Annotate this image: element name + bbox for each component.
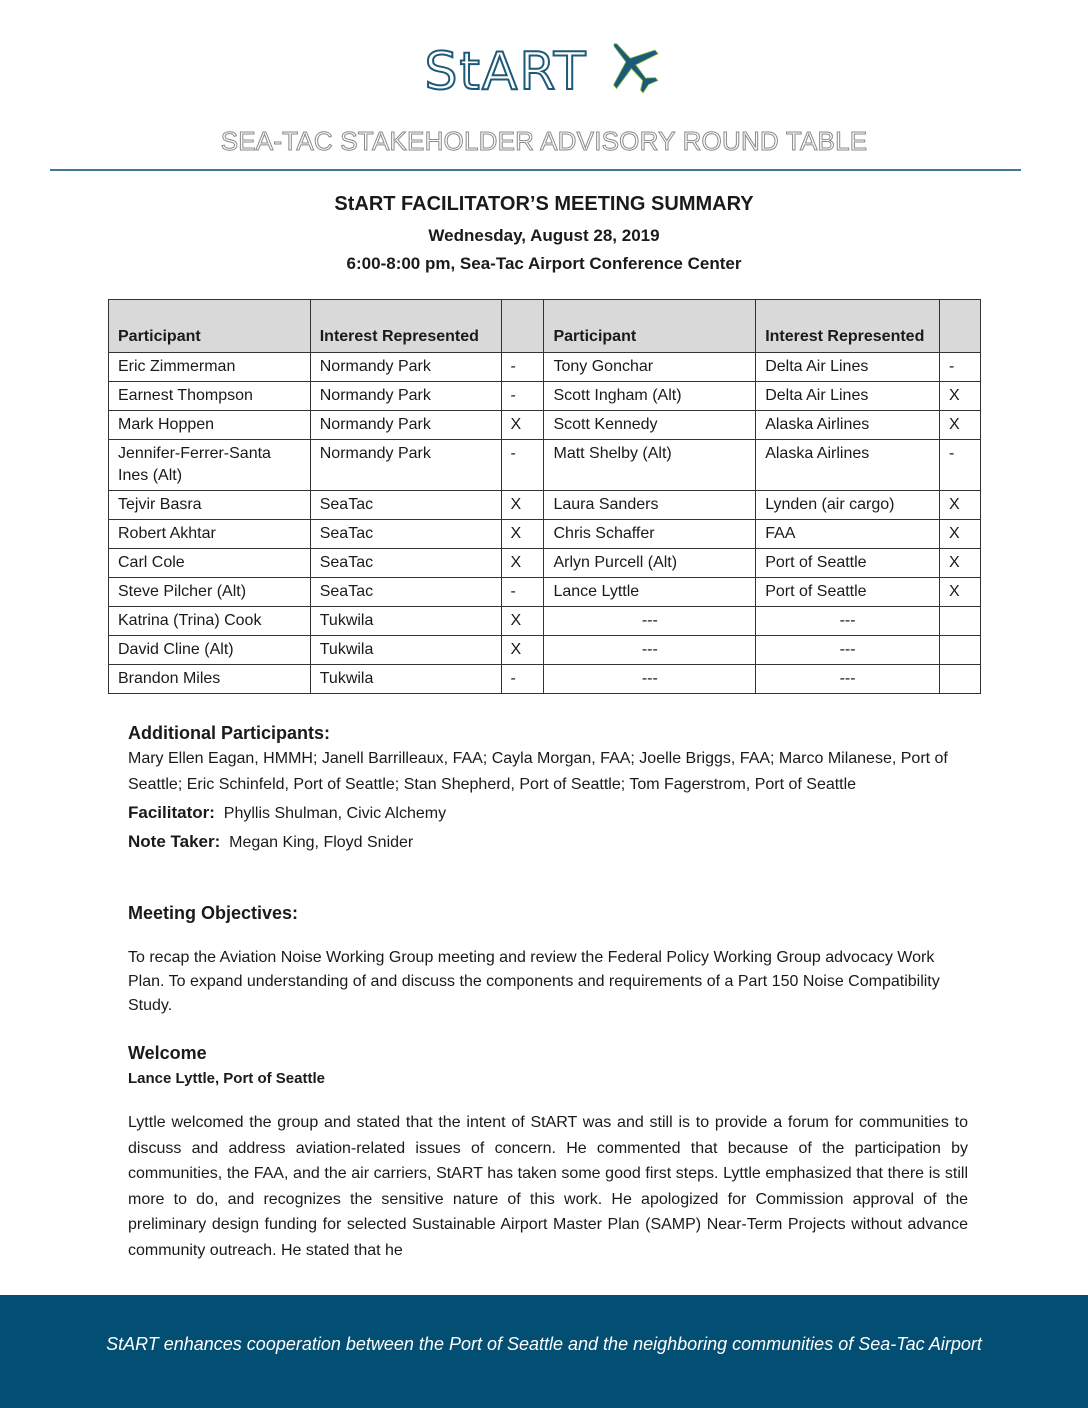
- participant-table: [108, 299, 981, 694]
- participant-name: Lance Lyttle: [544, 578, 756, 607]
- interest-represented: Port of Seattle: [756, 549, 940, 578]
- table-row: [109, 411, 981, 440]
- interest-represented: ---: [756, 665, 940, 694]
- participant-name: Earnest Thompson: [109, 382, 311, 411]
- table-row: [109, 665, 981, 694]
- attendance-mark: X: [501, 549, 544, 578]
- welcome-speaker: Lance Lyttle, Port of Seattle: [128, 1070, 325, 1087]
- table-header-row: [109, 300, 981, 353]
- interest-represented: Delta Air Lines: [756, 353, 940, 382]
- welcome-heading: Welcome: [128, 1043, 207, 1063]
- attendance-mark: [940, 607, 981, 636]
- participant-name: ---: [544, 636, 756, 665]
- interest-represented: SeaTac: [310, 491, 501, 520]
- attendance-mark: X: [501, 491, 544, 520]
- note-taker-name: Megan King, Floyd Snider: [229, 834, 414, 851]
- interest-represented: Delta Air Lines: [756, 382, 940, 411]
- attendance-mark: X: [940, 549, 981, 578]
- participant-name: Matt Shelby (Alt): [544, 440, 756, 491]
- additional-participants-heading: Additional Participants:: [128, 723, 331, 743]
- interest-represented: Tukwila: [310, 636, 501, 665]
- table-row: [109, 520, 981, 549]
- attendance-mark: X: [940, 491, 981, 520]
- org-title: SEA-TAC STAKEHOLDER ADVISORY ROUND TABLE: [220, 126, 868, 156]
- table-row: [109, 353, 981, 382]
- header-attendance: [501, 300, 544, 353]
- note-taker-line: [128, 829, 968, 856]
- header-divider: [50, 169, 1021, 171]
- interest-represented: Normandy Park: [310, 440, 501, 491]
- attendance-mark: X: [940, 578, 981, 607]
- interest-represented: ---: [756, 607, 940, 636]
- attendance-mark: X: [940, 520, 981, 549]
- footer-tagline: StART enhances cooperation between the Port of Seattle and the neighboring communities of Sea-Tac Airport: [106, 1334, 982, 1354]
- summary-title: StART FACILITATOR’S MEETING SUMMARY: [334, 193, 754, 215]
- participant-name: Carl Cole: [109, 549, 311, 578]
- table-row: [109, 491, 981, 520]
- attendance-mark: X: [501, 520, 544, 549]
- header-attendance: [940, 300, 981, 353]
- objectives-section: [128, 900, 968, 1018]
- participant-name: Eric Zimmerman: [109, 353, 311, 382]
- facilitator-line: [128, 800, 968, 827]
- additional-participants-section: [128, 720, 968, 856]
- interest-represented: Tukwila: [310, 665, 501, 694]
- attendance-mark: [940, 636, 981, 665]
- participant-name: Arlyn Purcell (Alt): [544, 549, 756, 578]
- participant-name: Steve Pilcher (Alt): [109, 578, 311, 607]
- interest-represented: Alaska Airlines: [756, 440, 940, 491]
- attendance-mark: -: [501, 382, 544, 411]
- participant-name: David Cline (Alt): [109, 636, 311, 665]
- attendance-mark: -: [940, 353, 981, 382]
- welcome-text: Lyttle welcomed the group and stated that the intent of StART was and still is to provide a forum for communities to discuss and address aviation-related issues of concern. He commented that because of the participation by communities, the FAA, and the air carriers, StART has taken some good first steps. Lyttle emphasized that there is still more to do, and recognizes the sensitive nature of this work. He apologized for Commission approval of the preliminary design funding for selected Sustainable Airport Master Plan (SAMP) Near-Term Projects without advance community outreach. He stated that he: [128, 1114, 968, 1259]
- attendance-mark: -: [501, 578, 544, 607]
- attendance-mark: X: [940, 382, 981, 411]
- attendance-mark: -: [501, 665, 544, 694]
- participant-name: ---: [544, 607, 756, 636]
- attendance-mark: X: [501, 411, 544, 440]
- participant-name: Brandon Miles: [109, 665, 311, 694]
- attendance-mark: -: [501, 440, 544, 491]
- objectives-heading: Meeting Objectives:: [128, 903, 299, 923]
- note-taker-label: Note Taker:: [128, 832, 221, 851]
- header-interest: Interest Represented: [756, 300, 940, 353]
- meeting-time-location: 6:00-8:00 pm, Sea-Tac Airport Conference Center: [346, 254, 742, 273]
- interest-represented: FAA: [756, 520, 940, 549]
- header-participant: Participant: [109, 300, 311, 353]
- facilitator-name: Phyllis Shulman, Civic Alchemy: [223, 805, 447, 822]
- interest-represented: ---: [756, 636, 940, 665]
- participant-name: Laura Sanders: [544, 491, 756, 520]
- facilitator-label: Facilitator:: [128, 803, 215, 822]
- logo-text: StART: [424, 42, 588, 102]
- airplane-icon: [602, 35, 664, 97]
- interest-represented: Alaska Airlines: [756, 411, 940, 440]
- interest-represented: Normandy Park: [310, 382, 501, 411]
- participant-name: Chris Schaffer: [544, 520, 756, 549]
- meeting-date: Wednesday, August 28, 2019: [428, 226, 660, 245]
- participant-name: Scott Ingham (Alt): [544, 382, 756, 411]
- table-row: [109, 636, 981, 665]
- participant-name: Katrina (Trina) Cook: [109, 607, 311, 636]
- interest-represented: SeaTac: [310, 520, 501, 549]
- participant-name: Robert Akhtar: [109, 520, 311, 549]
- table-row: [109, 440, 981, 491]
- interest-represented: SeaTac: [310, 578, 501, 607]
- objectives-text: To recap the Aviation Noise Working Group meeting and review the Federal Policy Working Group advocacy Work Plan. To expand understanding of and discuss the components and requirements of a Part 150 Noise Compatibility Study.: [128, 949, 940, 1014]
- start-logo: [0, 36, 1088, 108]
- attendance-mark: -: [940, 440, 981, 491]
- additional-participants-list: Mary Ellen Eagan, HMMH; Janell Barrilleaux, FAA; Cayla Morgan, FAA; Joelle Briggs, FAA; Marco Milanese, Port of Seattle; Eric Schinfeld, Port of Seattle; Stan Shepherd, Port of Seattle; Tom Fagerstrom, Port of Seattle: [128, 750, 948, 793]
- interest-represented: Normandy Park: [310, 411, 501, 440]
- interest-represented: Tukwila: [310, 607, 501, 636]
- participant-name: Mark Hoppen: [109, 411, 311, 440]
- participant-name: Jennifer-Ferrer-Santa Ines (Alt): [109, 440, 311, 491]
- header-interest: Interest Represented: [310, 300, 501, 353]
- participant-name: ---: [544, 665, 756, 694]
- table-row: [109, 607, 981, 636]
- header-participant: Participant: [544, 300, 756, 353]
- attendance-mark: X: [501, 607, 544, 636]
- participant-name: Scott Kennedy: [544, 411, 756, 440]
- attendance-mark: [940, 665, 981, 694]
- attendance-mark: -: [501, 353, 544, 382]
- interest-represented: Port of Seattle: [756, 578, 940, 607]
- table-row: [109, 549, 981, 578]
- table-row: [109, 382, 981, 411]
- attendance-mark: X: [501, 636, 544, 665]
- welcome-section: [128, 1040, 968, 1264]
- interest-represented: Lynden (air cargo): [756, 491, 940, 520]
- attendance-mark: X: [940, 411, 981, 440]
- interest-represented: Normandy Park: [310, 353, 501, 382]
- participant-name: Tejvir Basra: [109, 491, 311, 520]
- interest-represented: SeaTac: [310, 549, 501, 578]
- table-row: [109, 578, 981, 607]
- participant-name: Tony Gonchar: [544, 353, 756, 382]
